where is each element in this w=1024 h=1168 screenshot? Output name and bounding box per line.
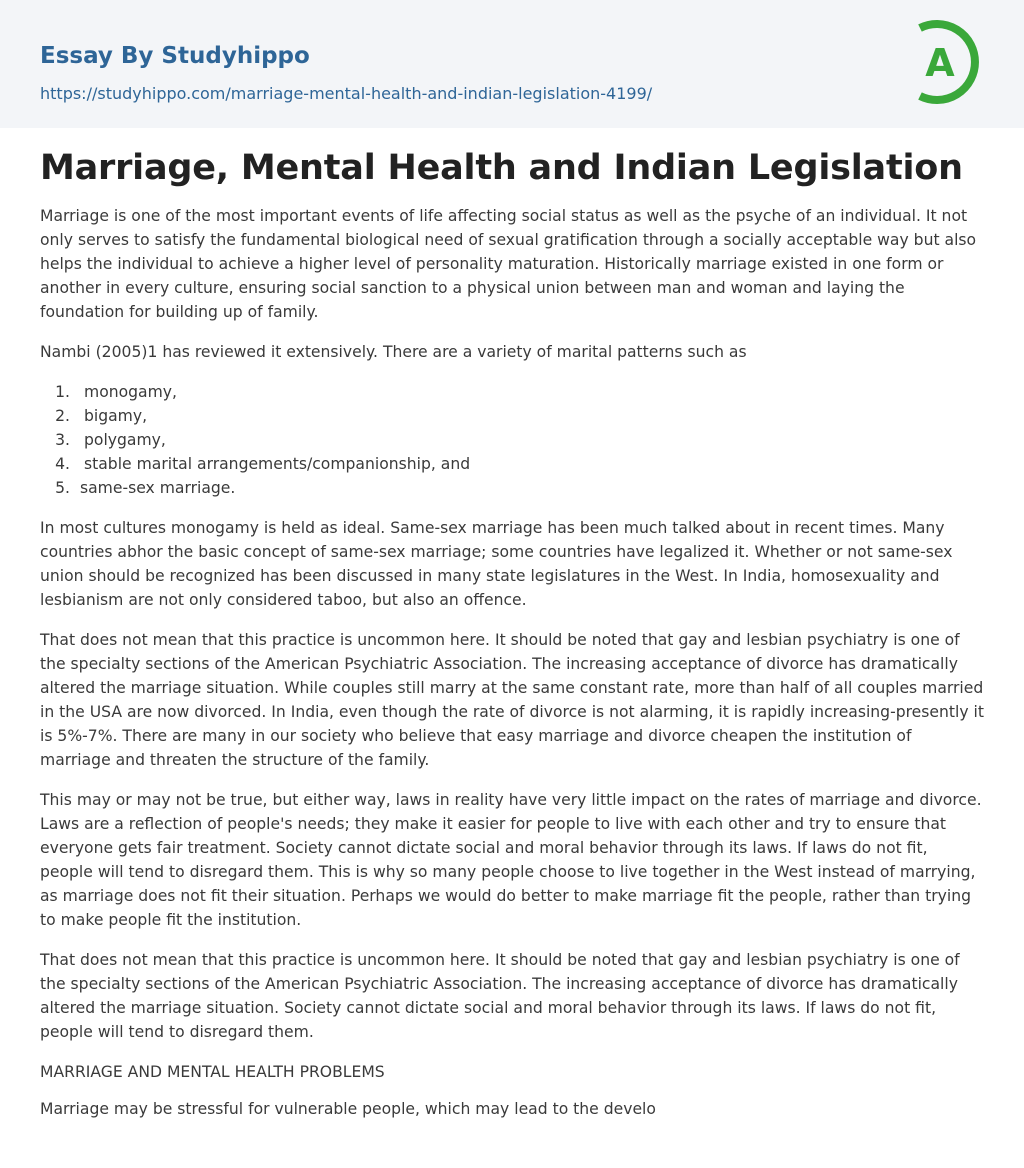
list-item-number: 3.: [55, 431, 70, 449]
site-header: [0, 0, 1024, 128]
paragraph-truncated: Marriage may be stressful for vulnerable people, which may lead to the develo: [40, 1100, 656, 1118]
list-item: [40, 476, 984, 500]
list-item-number: 5.: [55, 479, 70, 497]
list-item: [40, 428, 984, 452]
paragraph-intro: Marriage is one of the most important events of life affecting social status as well as the psyche of an individual. It not only serves to satisfy the fundamental biological need of sexual gratification through a socially acceptable way but also helps the individual to achieve a higher level of personality maturation. Historically marriage existed in one form or another in every culture, ensuring social sanction to a physical union between man and woman and laying the foundation for building up of family.: [40, 207, 977, 321]
brand-title[interactable]: Essay By Studyhippo: [40, 43, 310, 69]
essay-url-link[interactable]: https://studyhippo.com/marriage-mental-health-and-indian-legislation-4199/: [40, 84, 653, 103]
paragraph-monogamy: In most cultures monogamy is held as ideal. Same-sex marriage has been much talked about in recent times. Many countries abhor the basic concept of same-sex marriage; some countries have legalized it. Whether or not same-sex union should be recognized has been discussed in many state legislatures in the West. In India, homosexuality and lesbianism are not only considered taboo, but also an offence.: [40, 519, 953, 609]
marital-patterns-list: [40, 380, 984, 500]
article: [40, 140, 984, 1137]
paragraph-patterns-intro: Nambi (2005)1 has reviewed it extensively. There are a variety of marital patterns such as: [40, 343, 747, 361]
paragraph-laws: This may or may not be true, but either way, laws in reality have very little impact on the rates of marriage and divorce. Laws are a reflection of people's needs; they make it easier for people to live with each other and try to ensure that everyone gets fair treatment. Society cannot dictate social and moral behavior through its laws. If laws do not fit, people will tend to disregard them. This is why so many people choose to live together in the West instead of marrying, as marriage does not fit their situation. Perhaps we would do better to make marriage fit the people, rather than trying to make people fit the institution.: [40, 791, 982, 929]
paragraph-divorce: That does not mean that this practice is uncommon here. It should be noted that gay and lesbian psychiatry is one of the specialty sections of the American Psychiatric Association. The increasing acceptance of divorce has dramatically altered the marriage situation. While couples still marry at the same constant rate, more than half of all couples married in the USA are now divorced. In India, even though the rate of divorce is not alarming, it is rapidly increasing-presently it is 5%-7%. There are many in our society who believe that easy marriage and divorce cheapen the institution of marriage and threaten the structure of the family.: [40, 631, 984, 769]
list-item: [40, 380, 984, 404]
list-item-text: polygamy,: [84, 431, 166, 449]
page-title: Marriage, Mental Health and Indian Legislation: [40, 148, 963, 188]
list-item-number: 1.: [55, 383, 70, 401]
list-item-text: same-sex marriage.: [80, 479, 236, 497]
list-item-number: 2.: [55, 407, 70, 425]
list-item-text: monogamy,: [84, 383, 177, 401]
list-item-number: 4.: [55, 455, 70, 473]
section-heading: MARRIAGE AND MENTAL HEALTH PROBLEMS: [40, 1063, 385, 1081]
list-item: [40, 404, 984, 428]
list-item: [40, 452, 984, 476]
studyhippo-logo-icon[interactable]: [912, 18, 988, 106]
list-item-text: stable marital arrangements/companionship, and: [84, 455, 471, 473]
list-item-text: bigamy,: [84, 407, 148, 425]
paragraph-repeat: That does not mean that this practice is uncommon here. It should be noted that gay and lesbian psychiatry is one of the specialty sections of the American Psychiatric Association. The increasing acceptance of divorce has dramatically altered the marriage situation. Society cannot dictate social and moral behavior through its laws. If laws do not fit, people will tend to disregard them.: [40, 951, 960, 1041]
logo-letter: A: [925, 41, 955, 85]
